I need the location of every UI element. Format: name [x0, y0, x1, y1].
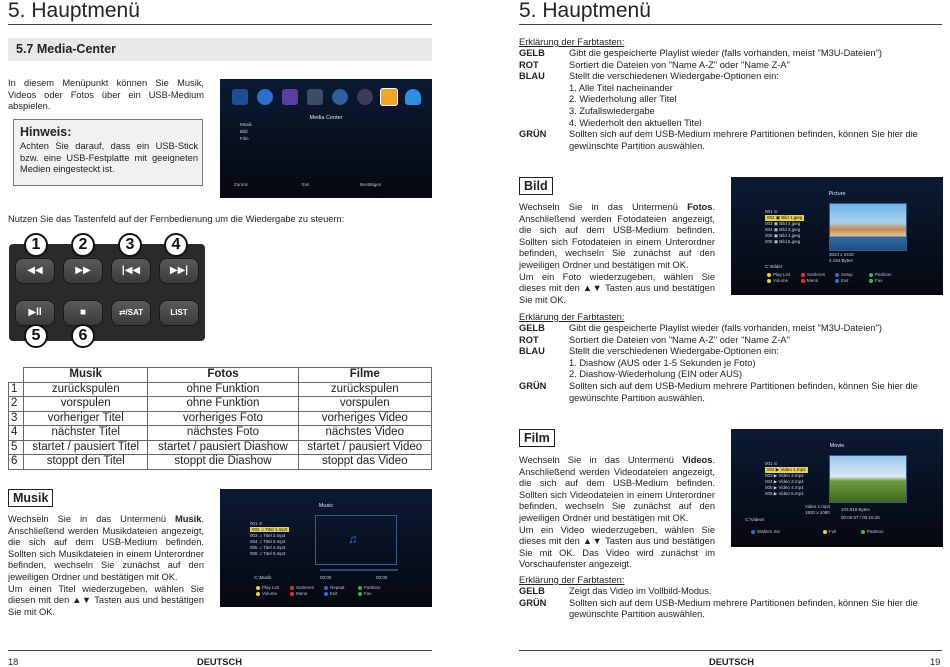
table-cell: startet / pausiert Titel — [24, 440, 148, 455]
row-number: 5 — [9, 440, 24, 455]
video-size: 103.919 Bytes — [841, 507, 870, 512]
screen-foot-label: Menü — [807, 278, 819, 283]
chapter-title: 5. Hauptmenü — [519, 0, 651, 22]
screen-foot-item — [869, 278, 883, 283]
film-text-bold: Videos — [682, 455, 713, 465]
legend-row — [519, 609, 944, 621]
number-1-badge: 1 — [24, 233, 48, 257]
bild-text-bold: Fotos — [687, 202, 713, 212]
legend-key: GELB — [519, 586, 545, 596]
legend-row — [519, 393, 944, 405]
musik-text-bold: Musik — [175, 514, 202, 524]
header-rule — [519, 24, 942, 25]
table-header-blank — [9, 368, 24, 383]
right-page — [475, 0, 950, 667]
screen-foot-label: Full — [829, 529, 837, 534]
chapter-title: 5. Hauptmenü — [8, 0, 140, 22]
number-5-badge: 5 — [24, 324, 48, 348]
stop-button: ■ — [63, 300, 103, 326]
legend-key: ROT — [519, 59, 539, 70]
screen-foot-item — [751, 529, 780, 534]
screen-foot-item — [256, 591, 277, 596]
previous-button: |◀◀ — [111, 258, 151, 284]
legend-row — [519, 118, 944, 130]
color-key-icon — [324, 586, 328, 590]
legend-text: Zeigt das Video im Vollbild-Modus. — [569, 586, 712, 596]
menu-item-bild: Bild — [240, 129, 248, 134]
gear-icon — [357, 89, 373, 105]
legend-text: Sortiert die Dateien von "Name A-Z" oder "Name Z-A" — [569, 59, 790, 70]
legend-1-title: Erklärung der Farbtasten: — [519, 37, 625, 47]
file-list-item: 003 ▣ Bild 2.jpeg — [765, 221, 801, 226]
bild-text-part: . Anschließend werden Fotodateien angezeigt, die sich auf dem USB-Medium befinden. Sollten sich Fotodateien in einem Unterordner befinden, wechseln Sie zunächst auf den jeweiligen Ordner und bestätigen mit OK. — [519, 202, 715, 270]
color-key-icon — [256, 592, 260, 596]
row-number: 4 — [9, 426, 24, 441]
legend-2 — [519, 323, 944, 404]
row-number: 6 — [9, 455, 24, 470]
menu-item-musik: Musik — [240, 122, 252, 127]
bild-paragraph-2: Um ein Foto wiederzugeben, wählen Sie dieses mit den ▲▼ Tasten aus und bestätigen Sie mit OK. — [519, 271, 715, 305]
file-list-item: 001 ⊙ — [765, 209, 778, 214]
film-paragraph-2: Um ein Video wiederzugeben, wählen Sie dieses mit den ▲▼ Tasten aus und bestätigen Sie mit OK. Das Video wird zunächst im Vorschaufenster angezeigt. — [519, 524, 715, 570]
table-cell: stoppt den Titel — [24, 455, 148, 470]
foot-confirm: Bestätigen — [360, 182, 382, 187]
footer-label: DEUTSCH — [197, 657, 242, 667]
screen-title: Music — [318, 503, 334, 509]
music-screenshot — [220, 489, 432, 607]
hint-box — [13, 119, 203, 186]
screen-foot-item — [358, 585, 381, 590]
table-cell: startet / pausiert Diashow — [148, 440, 298, 455]
file-list-item: 004 ▣ Bild 3.jpeg — [765, 227, 801, 232]
music-note-icon: ♫ — [348, 532, 357, 546]
file-list-item: 004 ♫ Titel 3.mp3 — [250, 539, 286, 544]
table-cell: ohne Funktion — [148, 397, 298, 412]
table-cell: stoppt die Diashow — [148, 455, 298, 470]
rewind-button: ◀◀ — [15, 258, 55, 284]
file-list-item: 003 ▶ Video 2.mp4 — [765, 473, 804, 478]
header-rule — [8, 24, 432, 25]
screen-foot-item — [290, 585, 314, 590]
color-key-icon — [801, 273, 805, 277]
color-key-icon — [324, 592, 328, 596]
table-cell: vorheriges Foto — [148, 411, 298, 426]
screen-foot-label: Play List — [773, 272, 791, 277]
screen-foot-item — [767, 278, 788, 283]
photo-resolution: 3024 x 2415 — [829, 252, 854, 257]
screen-foot-label: Exit — [330, 591, 338, 596]
table-row — [9, 382, 432, 397]
screen-foot-label: Partition — [875, 272, 892, 277]
intro-text: In diesem Menüpunkt können Sie Musik, Videos oder Fotos über ein USB-Medium abspielen. — [8, 78, 204, 112]
clock-icon — [332, 89, 348, 105]
musik-paragraph-2: Um einen Titel wiederzugeben, wählen Sie diesen mit den ▲▼ Tasten aus und bestätigen Sie mit OK. — [8, 583, 204, 617]
section-title: 5.7 Media-Center — [16, 42, 117, 56]
table-cell: vorspulen — [24, 397, 148, 412]
music-path: C:\Musik — [254, 575, 272, 580]
legend-row — [519, 346, 944, 358]
picture-screenshot — [731, 177, 943, 295]
legend-2-title: Erklärung der Farbtasten: — [519, 312, 625, 322]
legend-row — [519, 335, 944, 347]
screen-foot-label: Play List — [262, 585, 280, 590]
table-cell: vorspulen — [298, 397, 432, 412]
legend-key: ROT — [519, 334, 539, 345]
screen-foot-label: Menü — [296, 591, 308, 596]
legend-key: GRÜN — [519, 129, 547, 140]
remote-intro: Nutzen Sie das Tastenfeld auf der Fernbedienung um die Wiedergabe zu steuern: — [8, 214, 345, 224]
legend-text: Sortiert die Dateien von "Name A-Z" oder "Name Z-A" — [569, 334, 790, 345]
legend-1 — [519, 48, 944, 152]
legend-row — [519, 598, 944, 610]
legend-3 — [519, 586, 944, 621]
file-list-item: 006 ▣ Bild 5.jpeg — [765, 239, 801, 244]
table-cell: ohne Funktion — [148, 382, 298, 397]
balloon-icon — [405, 89, 421, 105]
file-list-item: 001 ⊙ — [765, 461, 778, 466]
legend-row — [519, 71, 944, 83]
tools-icon — [307, 89, 323, 105]
screen-foot-label: Setup — [841, 272, 853, 277]
progress-track — [320, 569, 398, 571]
hint-title: Hinweis: — [20, 125, 72, 139]
legend-row — [519, 141, 944, 153]
table-header-row — [9, 368, 432, 383]
table-header-fotos: Fotos — [148, 368, 298, 383]
color-key-icon — [767, 279, 771, 283]
file-list-item: 006 ♫ Titel 5.mp3 — [250, 551, 286, 556]
hint-body: Achten Sie darauf, dass ein USB-Stick bzw. eine USB-Festplatte mit geeigneten Medien eingesteckt ist. — [20, 141, 198, 175]
bild-paragraph-1 — [519, 202, 715, 272]
file-list-item: 003 ♫ Titel 2.mp3 — [250, 533, 286, 538]
color-key-icon — [290, 586, 294, 590]
musik-text — [8, 514, 204, 618]
legend-row — [519, 586, 944, 598]
photo-preview — [829, 203, 907, 251]
number-3-badge: 3 — [118, 233, 142, 257]
legend-row — [519, 381, 944, 393]
legend-key: BLAU — [519, 71, 545, 82]
legend-row — [519, 129, 944, 141]
screen-title: Movie — [829, 443, 845, 449]
table-cell: nächstes Foto — [148, 426, 298, 441]
legend-key: GELB — [519, 48, 545, 58]
film-text-part: Wechseln Sie in das Untermenü — [519, 455, 683, 465]
file-list-item: 005 ▶ Video 4.mp4 — [765, 485, 804, 490]
screen-foot-label: Sortieren — [807, 272, 826, 277]
musik-paragraph-1 — [8, 514, 204, 584]
color-key-icon — [835, 273, 839, 277]
preview-box — [315, 515, 397, 565]
screen-foot-item — [256, 585, 279, 590]
film-label: Film — [519, 429, 555, 447]
legend-text: 3. Zufallswiedergabe — [569, 105, 655, 116]
legend-text: Sollten sich auf dem USB-Medium mehrere Partitionen befinden, können Sie hier die — [569, 597, 918, 608]
table-cell: vorheriger Titel — [24, 411, 148, 426]
movie-screenshot — [731, 429, 943, 547]
color-key-icon — [290, 592, 294, 596]
foot-exit: Exit — [302, 182, 310, 187]
file-list-item: 005 ▣ Bild 4.jpeg — [765, 233, 801, 238]
film-paragraph-1 — [519, 455, 715, 525]
screen-foot-label: Exit — [841, 278, 849, 283]
screen-foot-label: Partition — [364, 585, 381, 590]
table-row — [9, 426, 432, 441]
legend-text: 1. Alle Titel nacheinander — [569, 82, 673, 93]
video-path: C:\Videos — [745, 517, 765, 522]
film-text — [519, 455, 715, 571]
footer-rule — [8, 650, 432, 651]
screen-foot-item — [823, 529, 836, 534]
media-play-icon — [380, 88, 398, 106]
play-pause-button: ▶ll — [15, 300, 55, 326]
legend-text: gewünschte Partition auswählen. — [569, 609, 705, 620]
color-key-icon — [801, 279, 805, 283]
tv-icon — [232, 89, 248, 105]
screen-foot-item — [324, 585, 345, 590]
legend-row — [519, 106, 944, 118]
table-row — [9, 455, 432, 470]
legend-text: 1. Diashow (AUS oder 1-5 Sekunden je Foto) — [569, 357, 756, 368]
legend-text: gewünschte Partition auswählen. — [569, 392, 705, 403]
sat-button: ⇄/SAT — [111, 300, 151, 326]
color-key-icon — [751, 530, 755, 534]
legend-text: Gibt die gespeicherte Playlist wieder (falls vorhanden, meist "M3U-Dateien") — [569, 323, 883, 333]
bild-label: Bild — [519, 177, 553, 195]
legend-row — [519, 48, 944, 60]
musik-text-part: Wechseln Sie in das Untermenü — [8, 514, 176, 524]
satellite-icon — [282, 89, 298, 105]
file-list-item: 002 ▶ Video 1.mp4 — [767, 467, 806, 472]
screen-foot-item — [767, 272, 790, 277]
legend-text: 4. Wiederholt den aktuellen Titel — [569, 117, 702, 128]
music-time-end: 00:00 — [376, 575, 388, 580]
screen-foot-label: Partition — [867, 529, 884, 534]
file-list-item: 004 ▶ Video 3.mp4 — [765, 479, 804, 484]
table-header-musik: Musik — [24, 368, 148, 383]
media-center-screenshot — [220, 79, 432, 198]
legend-row — [519, 94, 944, 106]
bild-text — [519, 202, 715, 306]
color-key-icon — [256, 586, 260, 590]
row-number: 1 — [9, 382, 24, 397]
legend-text: gewünschte Partition auswählen. — [569, 140, 705, 151]
screen-foot-item — [290, 591, 307, 596]
video-time: 00:00:57 / 00:15:26 — [841, 515, 880, 520]
legend-key: BLAU — [519, 346, 545, 357]
legend-key: GRÜN — [519, 597, 547, 608]
legend-row — [519, 60, 944, 72]
screen-foot-label: Repeat — [330, 585, 345, 590]
next-button: ▶▶| — [159, 258, 199, 284]
color-key-icon — [835, 279, 839, 283]
controls-table — [8, 367, 432, 470]
screen-foot-item — [835, 272, 853, 277]
forward-button: ▶▶ — [63, 258, 103, 284]
color-key-icon — [869, 279, 873, 283]
page-number: 19 — [930, 657, 941, 667]
screen-title: Media Center — [309, 115, 343, 121]
file-list-item: 006 ▶ Video 5.mp4 — [765, 491, 804, 496]
foot-back: Zurück — [234, 182, 248, 187]
row-number: 3 — [9, 411, 24, 426]
file-list-item: 001 ⊙ — [250, 521, 263, 526]
table-cell: nächster Titel — [24, 426, 148, 441]
legend-text: Gibt die gespeicherte Playlist wieder (falls vorhanden, meist "M3U-Dateien") — [569, 48, 883, 58]
table-cell: vorheriges Video — [298, 411, 432, 426]
table-cell: zurückspulen — [24, 382, 148, 397]
table-cell: zurückspulen — [298, 382, 432, 397]
footer-rule — [519, 650, 942, 651]
picture-path: C:\Bilder — [765, 264, 783, 269]
screen-foot-item — [861, 529, 884, 534]
music-time-start: 00:00 — [320, 575, 332, 580]
legend-row — [519, 323, 944, 335]
screen-foot-item — [324, 591, 338, 596]
section-bar — [8, 38, 432, 61]
bild-text-part: Wechseln Sie in das Untermenü — [519, 202, 688, 212]
screen-title: Picture — [828, 191, 846, 197]
legend-key: GRÜN — [519, 380, 547, 391]
screen-foot-item — [869, 272, 892, 277]
file-list-item: 002 ♫ Titel 1.mp3 — [252, 527, 288, 532]
globe-icon — [257, 89, 273, 105]
screen-foot-label: Wählen Sie — [757, 529, 781, 534]
screen-foot-item — [801, 272, 825, 277]
video-resolution: 1920 x 1080 — [805, 510, 830, 515]
color-key-icon — [358, 592, 362, 596]
legend-text: Stellt die verschiedenen Wiedergabe-Optionen ein: — [569, 346, 779, 357]
page-number: 18 — [8, 657, 19, 667]
legend-text: Sollten sich auf dem USB-Medium mehrere Partitionen befinden, können Sie hier die — [569, 129, 918, 140]
color-key-icon — [861, 530, 865, 534]
number-4-badge: 4 — [164, 233, 188, 257]
table-header-filme: Filme — [298, 368, 432, 383]
legend-3-title: Erklärung der Farbtasten: — [519, 575, 625, 585]
legend-text: 2. Wiederholung aller Titel — [569, 94, 677, 105]
legend-key: GELB — [519, 323, 545, 333]
screen-foot-item — [835, 278, 849, 283]
film-text-part: . Anschließend werden Videodateien angezeigt, die sich auf dem USB-Medium befinden. Sollten sich Videodateien in einem Unterordner befinden, wechseln Sie zunächst auf den jeweiligen Ordner und bestätigen mit OK. — [519, 455, 715, 523]
file-list-item: 005 ♫ Titel 4.mp3 — [250, 545, 286, 550]
footer-label: DEUTSCH — [709, 657, 754, 667]
legend-text: Stellt die verschiedenen Wiedergabe-Optionen ein: — [569, 71, 779, 82]
screen-foot-item — [801, 278, 818, 283]
table-row — [9, 397, 432, 412]
left-page — [0, 0, 450, 667]
screen-foot-label: Fav — [364, 591, 372, 596]
number-6-badge: 6 — [71, 324, 95, 348]
photo-size: 4.194 Bytes — [829, 258, 853, 263]
list-button: LIST — [159, 300, 199, 326]
table-row — [9, 440, 432, 455]
legend-row — [519, 369, 944, 381]
color-key-icon — [358, 586, 362, 590]
table-cell: stoppt das Video — [298, 455, 432, 470]
video-name: Video 1.mp4 — [805, 504, 831, 509]
table-cell: nächstes Video — [298, 426, 432, 441]
color-key-icon — [767, 273, 771, 277]
table-cell: startet / pausiert Video — [298, 440, 432, 455]
screen-foot-label: Sortieren — [296, 585, 315, 590]
legend-text: Sollten sich auf dem USB-Medium mehrere Partitionen befinden, können Sie hier die — [569, 380, 918, 391]
video-preview — [829, 455, 907, 503]
menu-item-film: Film — [240, 136, 249, 141]
musik-text-part: . Anschließend werden Musikdateien angezeigt, die sich auf dem USB-Medium befinden. Sollten sich Musikdateien in einem Unterordner befinden, wechseln Sie zunächst auf den jeweiligen Ordner und bestätigen mit OK. — [8, 514, 204, 582]
color-key-icon — [869, 273, 873, 277]
screen-foot-item — [358, 591, 372, 596]
screen-foot-label: Volume — [262, 591, 278, 596]
row-number: 2 — [9, 397, 24, 412]
table-row — [9, 411, 432, 426]
musik-label: Musik — [8, 489, 53, 507]
screen-foot-label: Volume — [773, 278, 789, 283]
number-2-badge: 2 — [71, 233, 95, 257]
legend-text: 2. Diashow-Wiederholung (EIN oder AUS) — [569, 369, 743, 380]
color-key-icon — [823, 530, 827, 534]
screen-foot-label: Fav — [875, 278, 883, 283]
legend-row — [519, 358, 944, 370]
legend-row — [519, 83, 944, 95]
file-list-item: 002 ▣ Bild 1.jpeg — [767, 215, 803, 220]
